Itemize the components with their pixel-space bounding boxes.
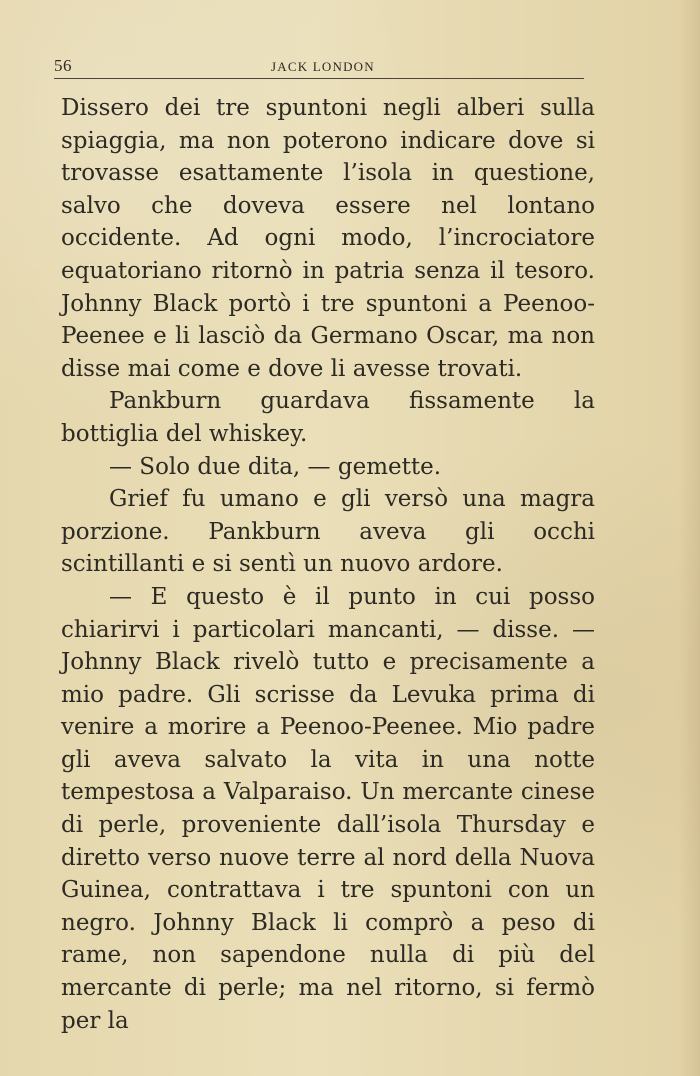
paragraph-2: Pankburn guardava fissamente la bottiglia del whiskey. [61,388,595,447]
paragraph-1: Dissero dei tre spuntoni negli alberi sulla spiaggia, ma non poterono indicare dove si trovasse esattamente l’isola in questione, salvo che doveva essere nel lontano occidente. Ad ogni modo, l’incrociatore equatoriano ritornò in patria senza il tesoro. Johnny Black portò i tre spuntoni a Peenoo-Peenee e li lasciò da Germano Oscar, ma non disse mai come e dove li avesse trovati. [61,95,595,382]
header-rule [54,78,584,79]
paragraph-3: — Solo due dita, — gemette. [109,453,442,480]
page-header [54,56,584,82]
page-number: 56 [54,56,72,75]
paragraph-5: — E questo è il punto in cui posso chiarirvi i particolari mancanti, — disse. — Johnny Black rivelò tutto e precisamente a mio padre. Gli scrisse da Levuka prima di venire a morire a Peenoo-Peenee. Mio padre gli aveva salvato la vita in una notte tempestosa a Valparaiso. Un mercante cinese di perle, proveniente dall’isola Thursday e diretto verso nuove terre al nord della Nuova Guinea, contrattava i tre spuntoni con un negro. Johnny Black li comprò a peso di rame, non sapendone nulla di più del mercante di perle; ma nel ritorno, si fermò per la [61,583,595,1034]
running-title: JACK LONDON [271,59,375,74]
paragraph-4: Grief fu umano e gli versò una magra porzione. Pankburn aveva gli occhi scintillanti e si sentì un nuovo ardore. [61,486,595,578]
body-text [61,92,595,1037]
